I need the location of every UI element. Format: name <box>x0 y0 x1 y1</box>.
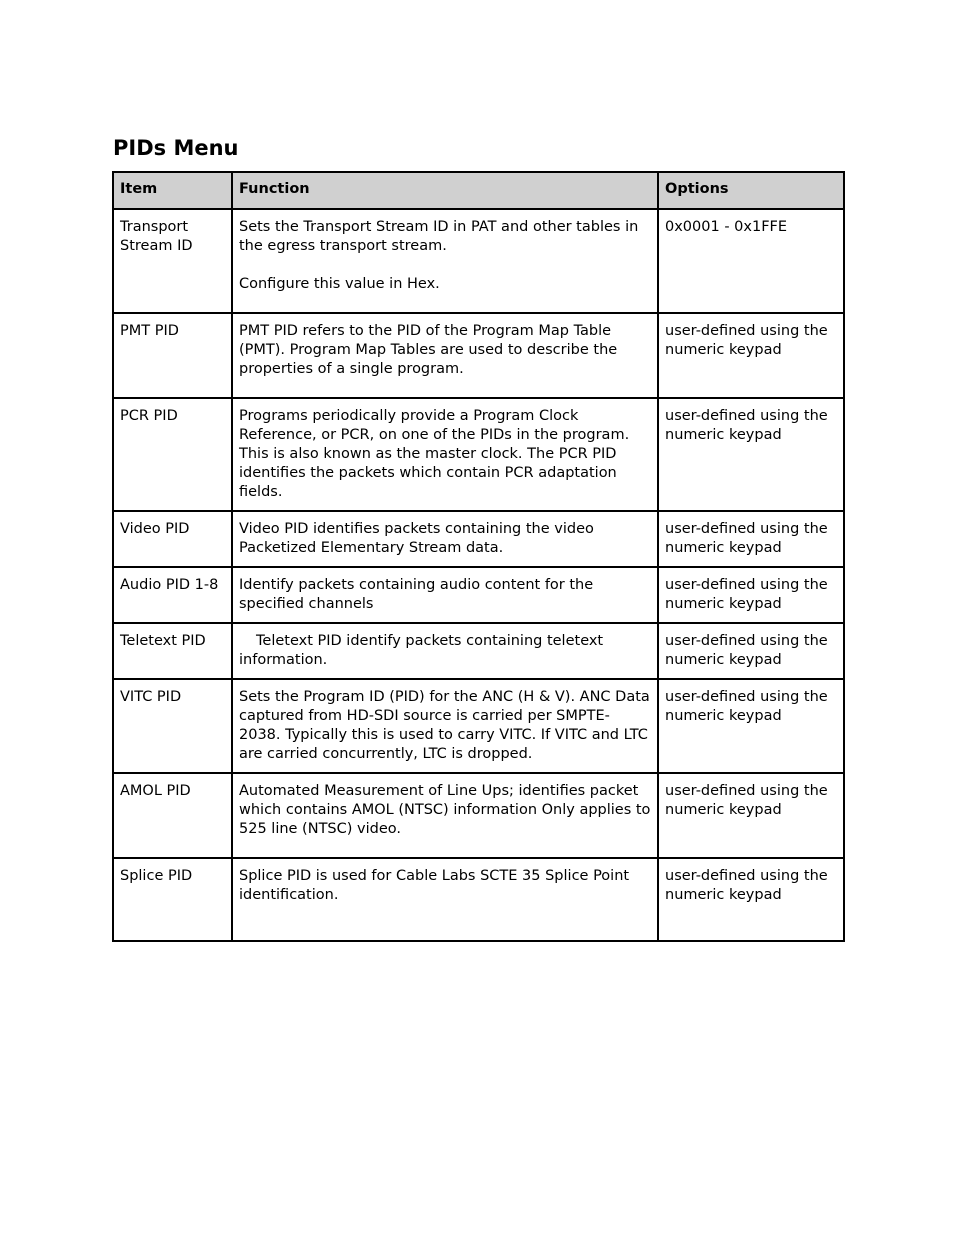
cell-function <box>232 623 658 679</box>
cell-item: PMT PID <box>113 313 232 398</box>
pids-table <box>112 171 845 942</box>
cell-item: AMOL PID <box>113 773 232 858</box>
cell-function-note: Configure this value in Hex. <box>239 276 440 292</box>
cell-function-text: Teletext PID identify packets containing teletext information. <box>239 633 604 668</box>
cell-function: Splice PID is used for Cable Labs SCTE 35 Splice Point identification. <box>232 858 658 941</box>
cell-options: user-defined using the numeric keypad <box>658 623 844 679</box>
cell-function: Programs periodically provide a Program Clock Reference, or PCR, on one of the PIDs in the program. This is also known as the master clock. The PCR PID identifies the packets which contain PCR adaptation fields. <box>232 398 658 511</box>
cell-item: Transport Stream ID <box>113 209 232 313</box>
cell-options: user-defined using the numeric keypad <box>658 511 844 567</box>
cell-function: PMT PID refers to the PID of the Program Map Table (PMT). Program Map Tables are used to describe the properties of a single program. <box>232 313 658 398</box>
table-header-row <box>113 172 844 209</box>
cell-item: Audio PID 1-8 <box>113 567 232 623</box>
cell-item: Teletext PID <box>113 623 232 679</box>
cell-function: Identify packets containing audio content for the specified channels <box>232 567 658 623</box>
table-row-pcr-pid <box>113 398 844 511</box>
cell-function: Automated Measurement of Line Ups; identifies packet which contains AMOL (NTSC) information Only applies to 525 line (NTSC) video. <box>232 773 658 858</box>
cell-function-text: Sets the Transport Stream ID in PAT and other tables in the egress transport stream. <box>239 219 639 254</box>
cell-options: user-defined using the numeric keypad <box>658 679 844 773</box>
cell-item: PCR PID <box>113 398 232 511</box>
cell-options: user-defined using the numeric keypad <box>658 398 844 511</box>
table-row-transport-stream-id <box>113 209 844 313</box>
cell-options: user-defined using the numeric keypad <box>658 567 844 623</box>
cell-function <box>232 209 658 313</box>
column-header-function: Function <box>232 172 658 209</box>
table-row-teletext-pid <box>113 623 844 679</box>
cell-item: VITC PID <box>113 679 232 773</box>
cell-options: user-defined using the numeric keypad <box>658 313 844 398</box>
table-row-amol-pid <box>113 773 844 858</box>
table-row-video-pid <box>113 511 844 567</box>
column-header-options: Options <box>658 172 844 209</box>
cell-options: 0x0001 - 0x1FFE <box>658 209 844 313</box>
cell-item: Video PID <box>113 511 232 567</box>
cell-function: Sets the Program ID (PID) for the ANC (H & V). ANC Data captured from HD-SDI source is carried per SMPTE-2038. Typically this is used to carry VITC. If VITC and LTC are carried concurrently, LTC is dropped. <box>232 679 658 773</box>
table-row-audio-pid <box>113 567 844 623</box>
column-header-item: Item <box>113 172 232 209</box>
table-row-pmt-pid <box>113 313 844 398</box>
table-row-splice-pid <box>113 858 844 941</box>
cell-item: Splice PID <box>113 858 232 941</box>
table-row-vitc-pid <box>113 679 844 773</box>
cell-function: Video PID identifies packets containing the video Packetized Elementary Stream data. <box>232 511 658 567</box>
cell-options: user-defined using the numeric keypad <box>658 858 844 941</box>
cell-options: user-defined using the numeric keypad <box>658 773 844 858</box>
page-title: PIDs Menu <box>113 136 239 160</box>
